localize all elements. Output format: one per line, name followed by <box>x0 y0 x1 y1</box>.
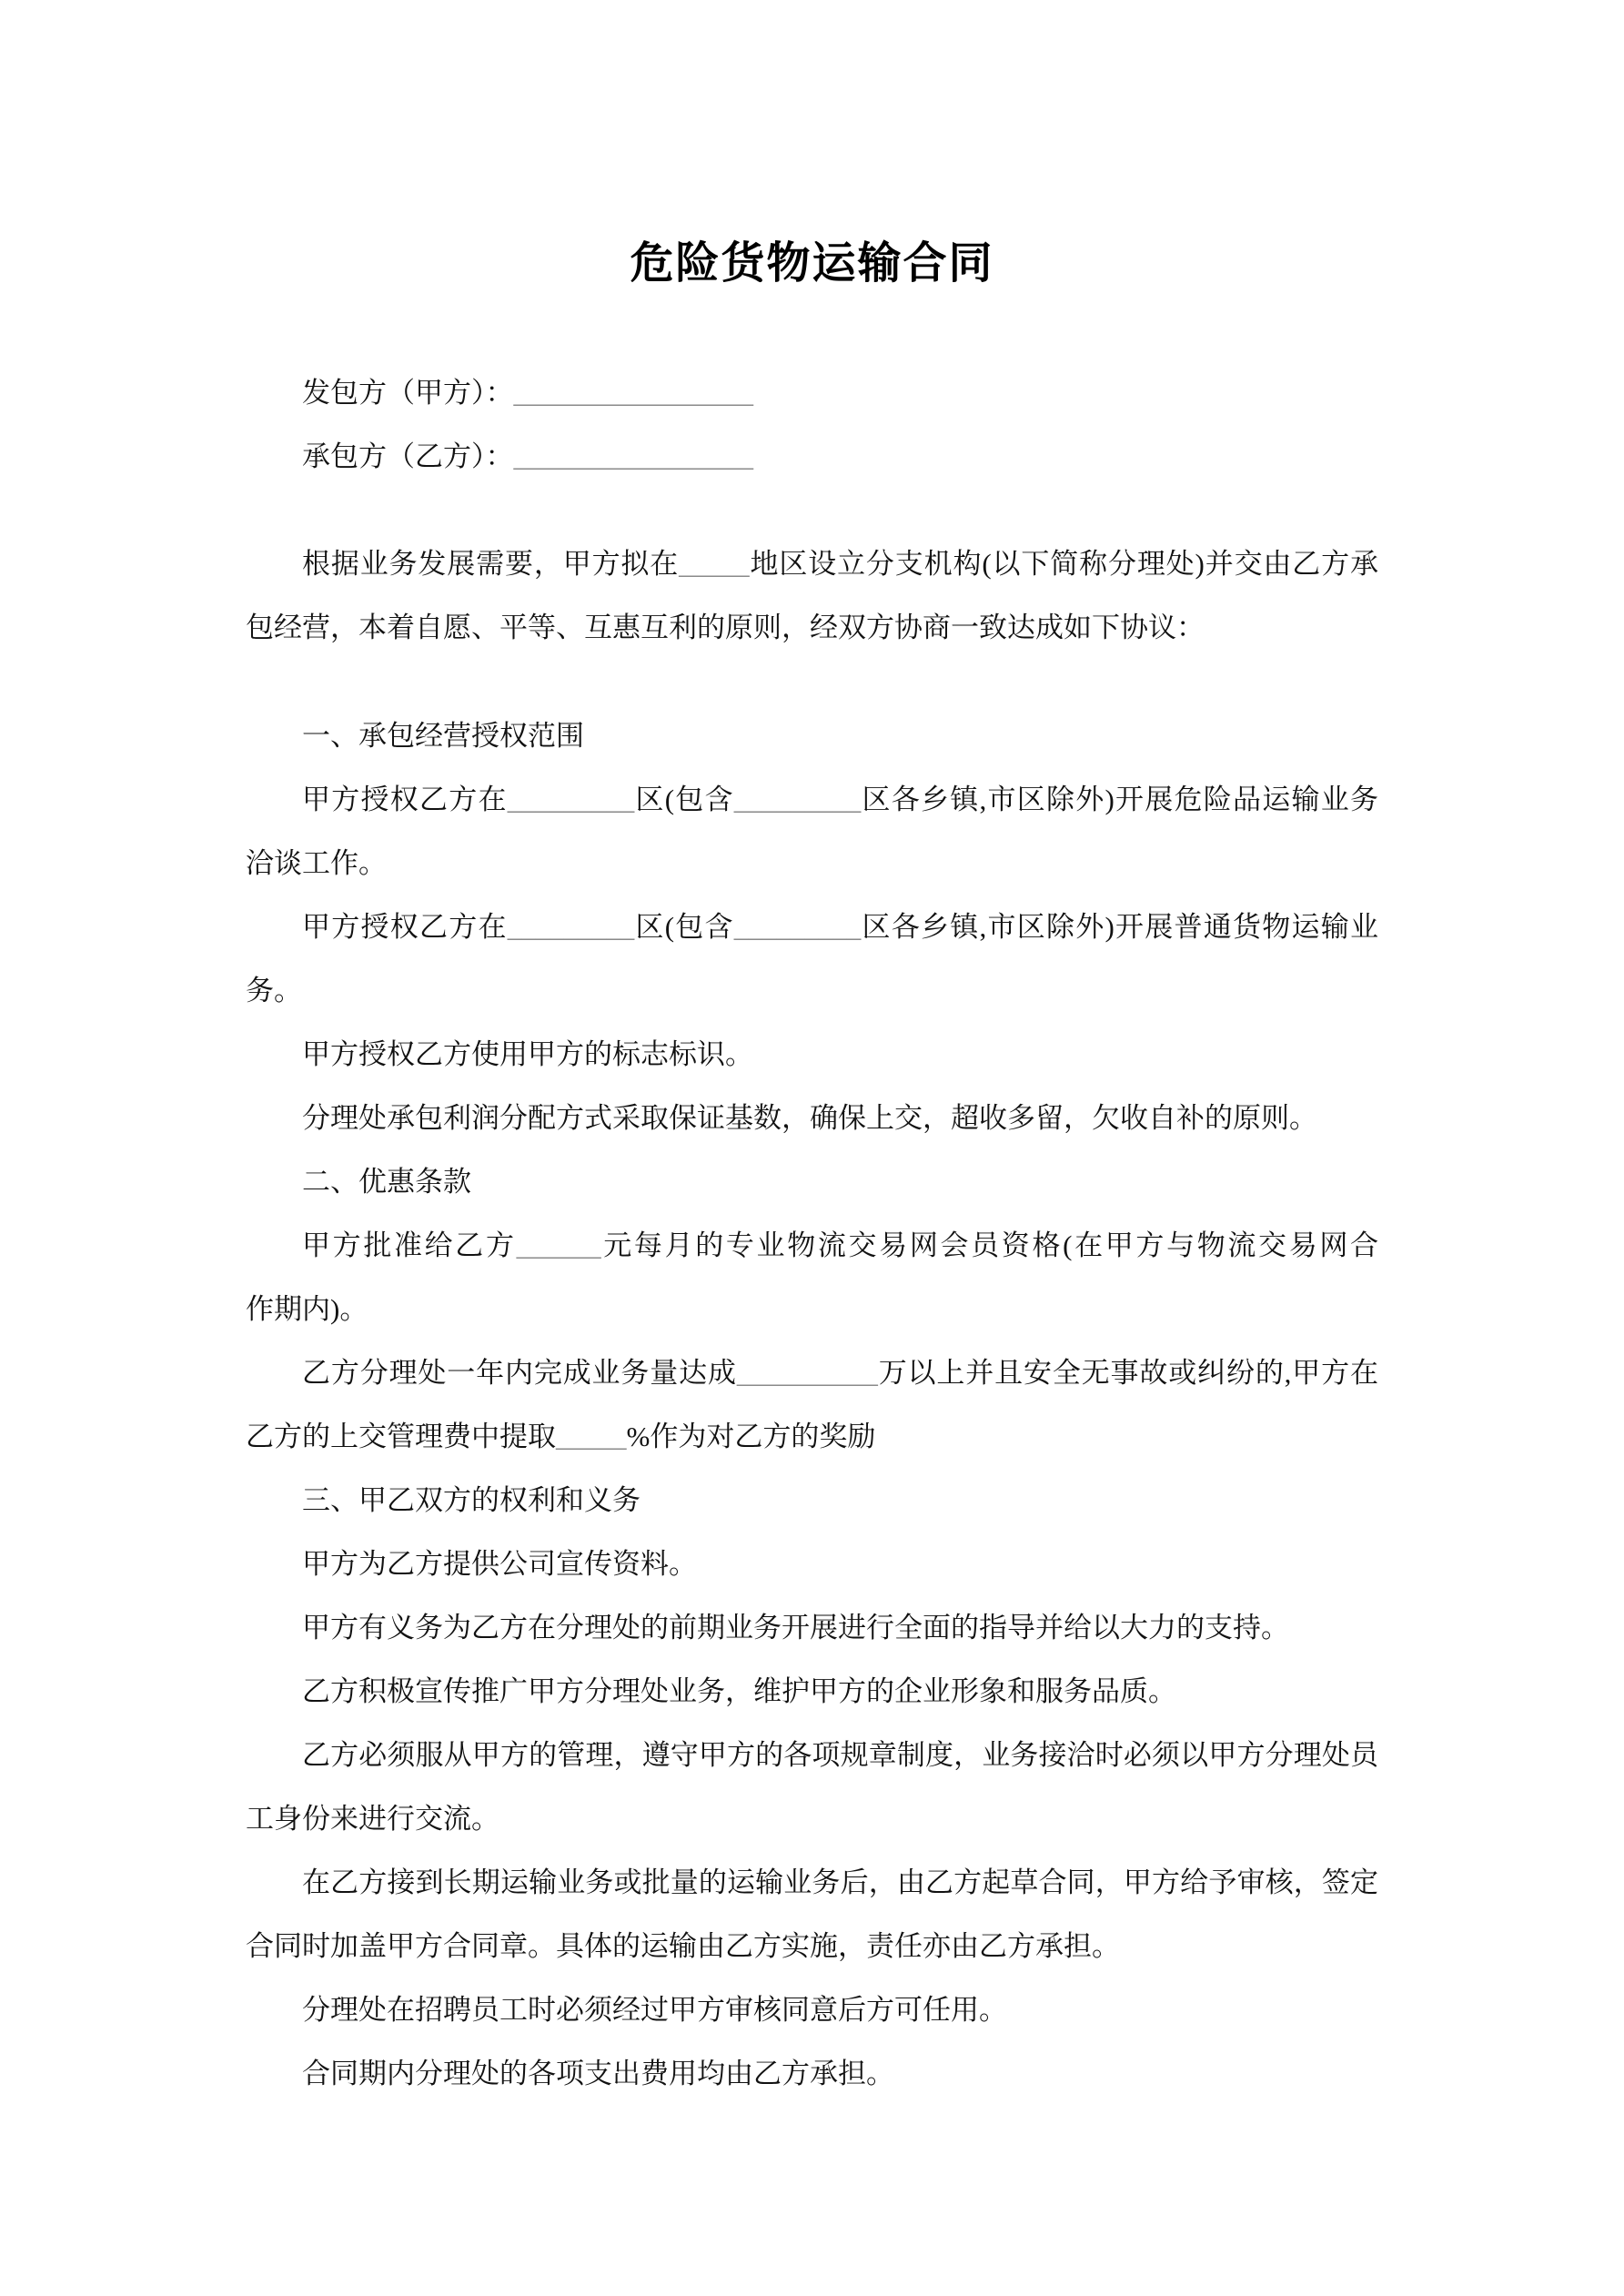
text-line: 三、甲乙双方的权利和义务 <box>302 1484 641 1516</box>
text-line: 乙方的上交管理费中提取_____%作为对乙方的奖励 <box>246 1421 876 1452</box>
text-line: 在乙方接到长期运输业务或批量的运输业务后，由乙方起草合同，甲方给予审核，签定 <box>302 1866 1378 1898</box>
fill-in-blank: _____ <box>679 548 750 580</box>
party-line <box>246 361 1378 425</box>
text-line: 甲方授权乙方在_________区(包含_________区各乡镇,市区除外)开展普通货物运输业 <box>302 911 1379 943</box>
text-line: 工身份来进行交流。 <box>246 1803 499 1835</box>
text-line: 发包方（甲方）：_________________ <box>302 377 753 409</box>
text-line: 作期内)。 <box>246 1293 368 1325</box>
text-line: 合同期内分理处的各项支出费用均由乙方承担。 <box>302 2058 894 2089</box>
text-line: 分理处承包利润分配方式采取保证基数，确保上交，超收多留，欠收自补的原则。 <box>302 1102 1317 1134</box>
contract-paragraph <box>246 895 1378 1023</box>
fill-in-blank: _________ <box>733 784 862 815</box>
contract-paragraph <box>246 1724 1378 1851</box>
contract-paragraph <box>246 1214 1378 1341</box>
contract-paragraph <box>246 532 1378 660</box>
party-section <box>246 361 1378 489</box>
text-line: 甲方授权乙方使用甲方的标志标识。 <box>302 1038 753 1070</box>
contract-paragraph <box>246 2042 1378 2106</box>
contract-body <box>246 532 1378 2106</box>
text-line: 务。 <box>246 975 302 1006</box>
fill-in-blank: __________ <box>736 1357 878 1389</box>
contract-paragraph <box>246 1660 1378 1724</box>
text-line: 承包方（乙方）：_________________ <box>302 440 753 472</box>
text-line: 根据业务发展需要，甲方拟在_____地区设立分支机构(以下简称分理处)并交由乙方承 <box>302 548 1378 580</box>
fill-in-blank: ______ <box>516 1229 601 1261</box>
text-line: 合同时加盖甲方合同章。具体的运输由乙方实施，责任亦由乙方承担。 <box>246 1930 1120 1962</box>
text-line: 二、优惠条款 <box>302 1166 471 1198</box>
section-heading <box>246 704 1378 768</box>
text-line: 甲方为乙方提供公司宣传资料。 <box>302 1548 697 1580</box>
contract-paragraph <box>246 1532 1378 1596</box>
text-line: 乙方必须服从甲方的管理，遵守甲方的各项规章制度，业务接洽时必须以甲方分理处员 <box>302 1739 1378 1771</box>
text-line: 甲方有义务为乙方在分理处的前期业务开展进行全面的指导并给以大力的支持。 <box>302 1612 1289 1644</box>
fill-in-blank: _____ <box>556 1421 627 1452</box>
party-line <box>246 425 1378 489</box>
contract-paragraph <box>246 768 1378 895</box>
fill-in-blank: _________________ <box>513 440 753 472</box>
contract-paragraph <box>246 1023 1378 1087</box>
contract-paragraph <box>246 1851 1378 1978</box>
contract-paragraph <box>246 1087 1378 1150</box>
text-line: 分理处在招聘员工时必须经过甲方审核同意后方可任用。 <box>302 1994 1007 2026</box>
contract-title: 危险货物运输合同 <box>630 239 994 288</box>
section-heading <box>246 1150 1378 1214</box>
text-line: 甲方授权乙方在_________区(包含_________区各乡镇,市区除外)开展危险品运输业务 <box>302 784 1379 815</box>
contract-paragraph <box>246 1978 1378 2042</box>
text-line: 乙方分理处一年内完成业务量达成__________万以上并且安全无事故或纠纷的,甲方在 <box>302 1357 1379 1389</box>
contract-paragraph <box>246 1341 1378 1469</box>
text-line: 甲方批准给乙方______元每月的专业物流交易网会员资格(在甲方与物流交易网合 <box>302 1229 1379 1261</box>
text-line: 乙方积极宣传推广甲方分理处业务，维护甲方的企业形象和服务品质。 <box>302 1675 1176 1707</box>
fill-in-blank: _________ <box>507 784 635 815</box>
fill-in-blank: _________________ <box>513 377 753 409</box>
contract-paragraph <box>246 1596 1378 1660</box>
text-line: 包经营，本着自愿、平等、互惠互利的原则，经双方协商一致达成如下协议： <box>246 612 1205 643</box>
text-line: 洽谈工作。 <box>246 847 387 879</box>
fill-in-blank: _________ <box>507 911 635 943</box>
section-heading <box>246 1469 1378 1532</box>
text-line: 一、承包经营授权范围 <box>302 720 584 752</box>
fill-in-blank: _________ <box>733 911 862 943</box>
